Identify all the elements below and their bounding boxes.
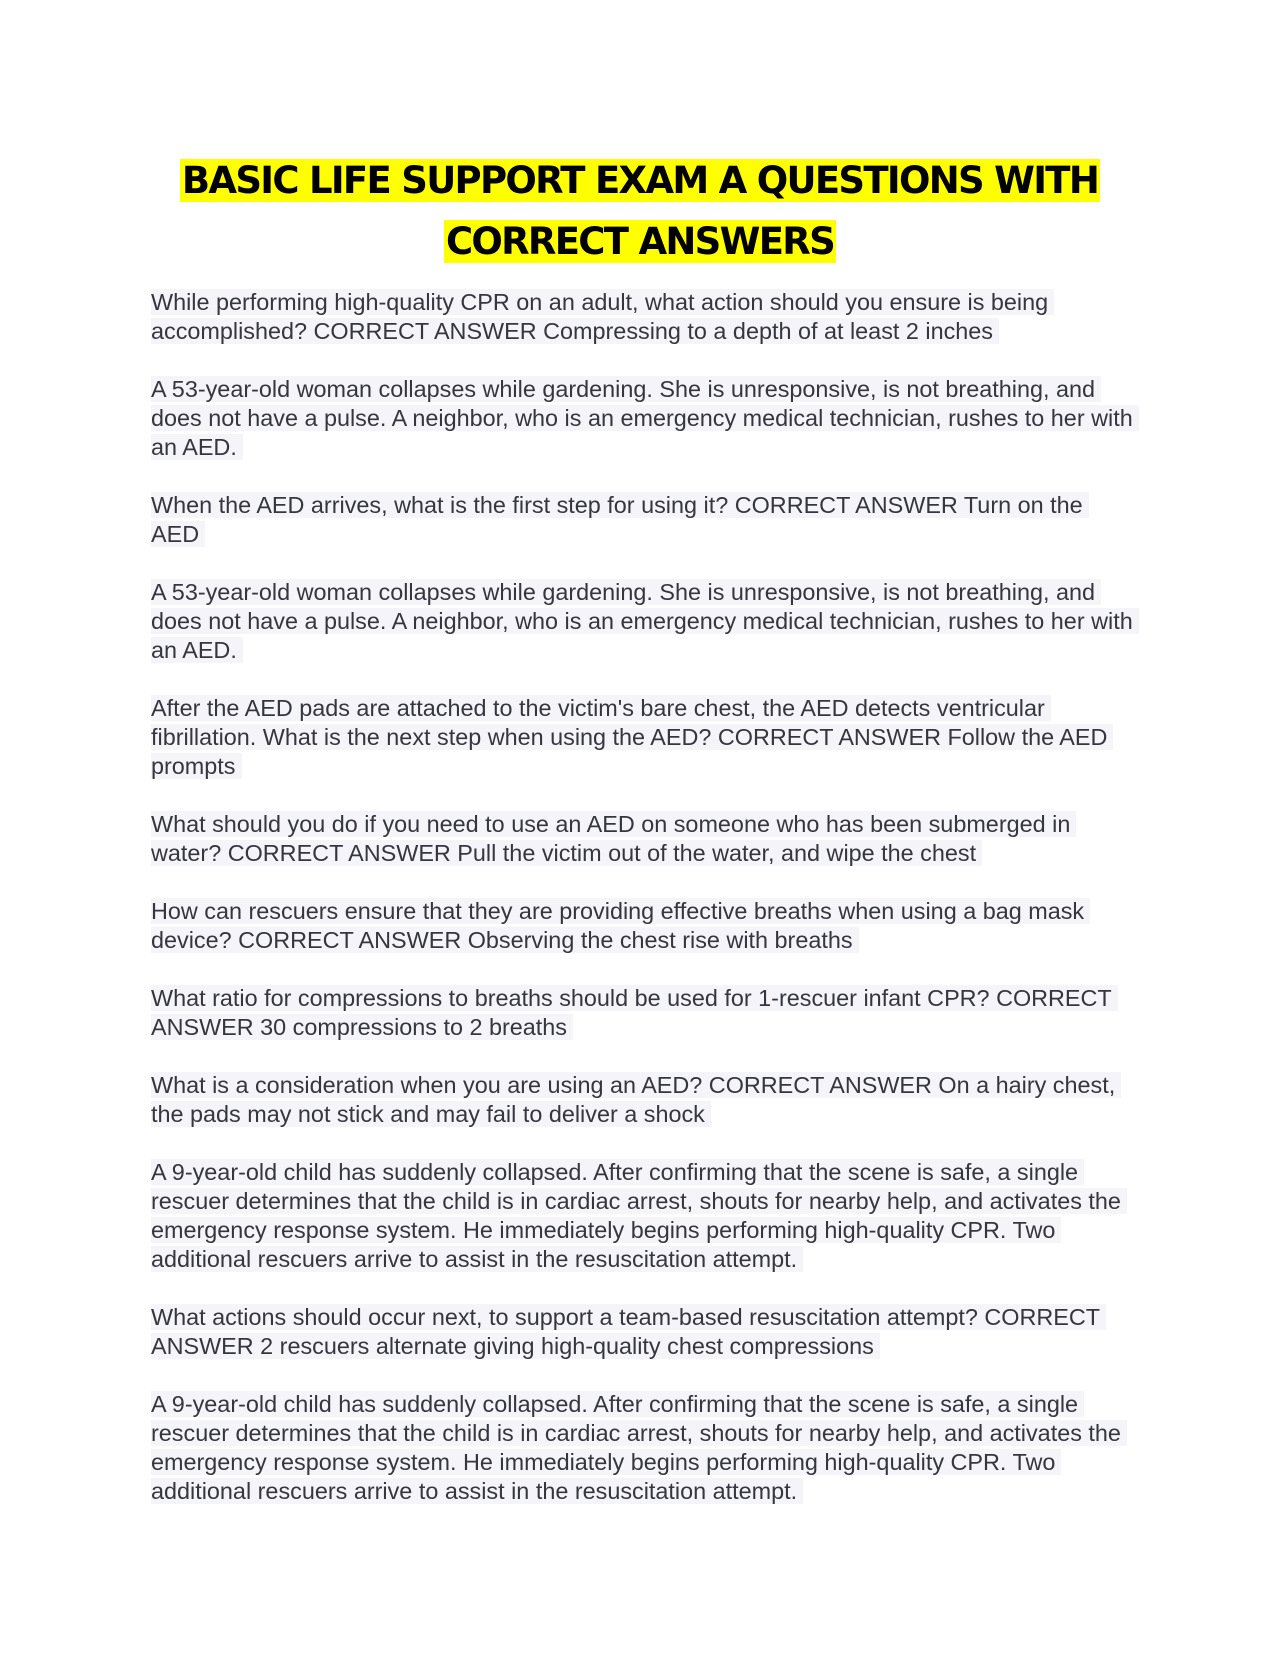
paragraph-text: What ratio for compressions to breaths should be used for 1-rescuer infant CPR? CORRECT ANSWER 30 compressions to 2 breaths [151,985,1118,1040]
paragraph-4 [151,578,1136,665]
paragraph-text: What is a consideration when you are using an AED? CORRECT ANSWER On a hairy chest, the pads may not stick and may fail to deliver a shock [151,1072,1121,1127]
paragraph-5 [151,694,1136,781]
paragraph-text: What should you do if you need to use an AED on someone who has been submerged in water? CORRECT ANSWER Pull the victim out of the water, and wipe the chest [151,811,1076,866]
paragraph-6 [151,810,1136,868]
paragraph-text: A 9-year-old child has suddenly collapsed. After confirming that the scene is safe, a single rescuer determines that the child is in cardiac arrest, shouts for nearby help, and activates the emergency response system. He immediately begins performing high-quality CPR. Two additional rescuers arrive to assist in the resuscitation attempt. [151,1159,1127,1272]
paragraph-7 [151,897,1136,955]
paragraph-text: A 53-year-old woman collapses while gardening. She is unresponsive, is not breathing, and does not have a pulse. A neighbor, who is an emergency medical technician, rushes to her with an AED. [151,376,1139,460]
paragraph-3 [151,491,1136,549]
paragraph-text: After the AED pads are attached to the victim's bare chest, the AED detects ventricular fibrillation. What is the next step when using the AED? CORRECT ANSWER Follow the AED prompts [151,695,1113,779]
paragraph-text: A 9-year-old child has suddenly collapsed. After confirming that the scene is safe, a single rescuer determines that the child is in cardiac arrest, shouts for nearby help, and activates the emergency response system. He immediately begins performing high-quality CPR. Two additional rescuers arrive to assist in the resuscitation attempt. [151,1391,1127,1504]
paragraph-8 [151,984,1136,1042]
paragraph-2 [151,375,1136,462]
paragraph-12 [151,1390,1136,1506]
paragraph-10 [151,1158,1136,1274]
title-line-2: CORRECT ANSWERS [445,220,835,263]
page-title [150,150,1130,272]
paragraph-text: When the AED arrives, what is the first step for using it? CORRECT ANSWER Turn on the AED [151,492,1089,547]
title-line-1: BASIC LIFE SUPPORT EXAM A QUESTIONS WITH [181,159,1099,202]
paragraph-text: While performing high-quality CPR on an adult, what action should you ensure is being accomplished? CORRECT ANSWER Compressing to a depth of at least 2 inches [151,289,1054,344]
paragraph-text: A 53-year-old woman collapses while gardening. She is unresponsive, is not breathing, and does not have a pulse. A neighbor, who is an emergency medical technician, rushes to her with an AED. [151,579,1139,663]
paragraph-11 [151,1303,1136,1361]
document-body [151,288,1136,1535]
paragraph-1 [151,288,1136,346]
paragraph-text: How can rescuers ensure that they are providing effective breaths when using a bag mask device? CORRECT ANSWER Observing the chest rise with breaths [151,898,1090,953]
paragraph-text: What actions should occur next, to support a team-based resuscitation attempt? CORRECT ANSWER 2 rescuers alternate giving high-quality chest compressions [151,1304,1106,1359]
paragraph-9 [151,1071,1136,1129]
